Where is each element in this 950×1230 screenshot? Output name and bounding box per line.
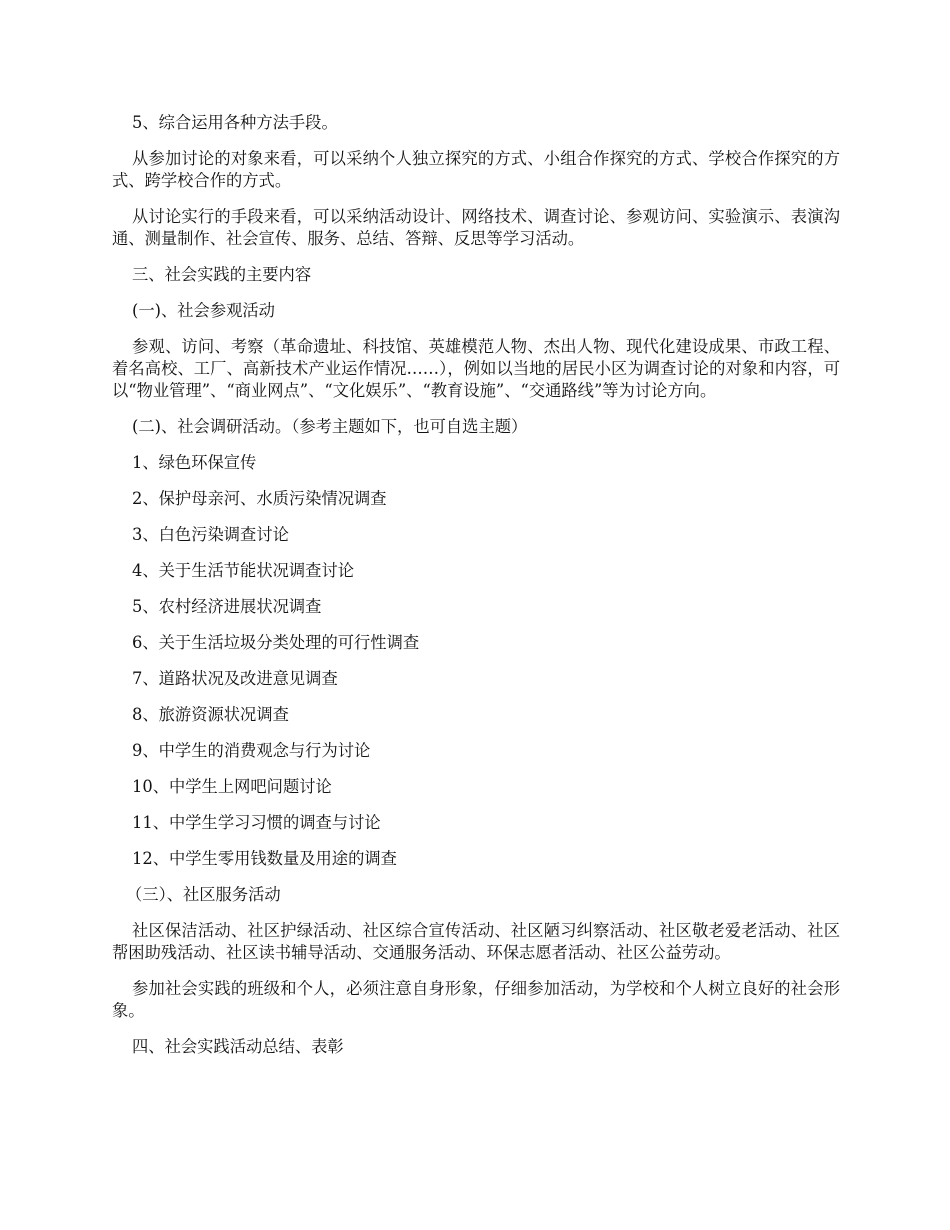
list-item: 4、关于生活节能状况调查讨论 [132, 561, 355, 580]
paragraph-community-service: 社区保洁活动、社区护绿活动、社区综合宣传活动、社区陋习纠察活动、社区敬老爱老活动、社区帮困助残活动、社区读书辅导活动、交通服务活动、环保志愿者活动、社区公益劳动。 [112, 921, 840, 962]
paragraph-means: 从讨论实行的手段来看，可以采纳活动设计、网络技术、调查讨论、参观访问、实验演示、表演沟通、测量制作、社会宣传、服务、总结、答辩、反思等学习活动。 [112, 207, 840, 248]
list-item: 1、绿色环保宣传 [132, 453, 257, 472]
paragraph-conduct: 参加社会实践的班级和个人，必须注意自身形象，仔细参加活动，为学校和个人树立良好的社会形象。 [112, 979, 840, 1020]
list-item: 5、农村经济进展状况调查 [132, 597, 322, 616]
document-page [112, 112, 840, 1072]
paragraph-visit-activities: 参观、访问、考察（革命遗址、科技馆、英雄模范人物、杰出人物、现代化建设成果、市政工程、着名高校、工厂、高新技术产业运作情况……），例如以当地的居民小区为调查讨论的对象和内容，可以“物业管理”、“商业网点”、“文化娱乐”、“教育设施”、“交通路线”等为讨论方向。 [112, 337, 840, 400]
subsection-heading-2: (二)、社会调研活动。（参考主题如下，也可自选主题） [132, 417, 528, 436]
subsection-heading-1: (一)、社会参观活动 [132, 301, 275, 320]
list-item: 6、关于生活垃圾分类处理的可行性调查 [132, 633, 420, 652]
section-heading-3: 三、社会实践的主要内容 [132, 265, 312, 284]
section-heading-4: 四、社会实践活动总结、表彰 [132, 1037, 344, 1056]
list-item: 9、中学生的消费观念与行为讨论 [132, 741, 371, 760]
subsection-heading-3: （三）、社区服务活动 [126, 885, 281, 904]
list-item: 3、白色污染调查讨论 [132, 525, 289, 544]
list-item: 10、中学生上网吧问题讨论 [132, 777, 332, 796]
paragraph-participants: 从参加讨论的对象来看，可以采纳个人独立探究的方式、小组合作探究的方式、学校合作探究的方式、跨学校合作的方式。 [112, 149, 840, 190]
list-item: 8、旅游资源状况调查 [132, 705, 289, 724]
list-item: 11、中学生学习习惯的调查与讨论 [132, 813, 381, 832]
list-item: 12、中学生零用钱数量及用途的调查 [132, 849, 397, 868]
list-item: 7、道路状况及改进意见调查 [132, 669, 338, 688]
list-item: 2、保护母亲河、水质污染情况调查 [132, 489, 387, 508]
paragraph-method-item-5: 5、综合运用各种方法手段。 [132, 113, 338, 132]
